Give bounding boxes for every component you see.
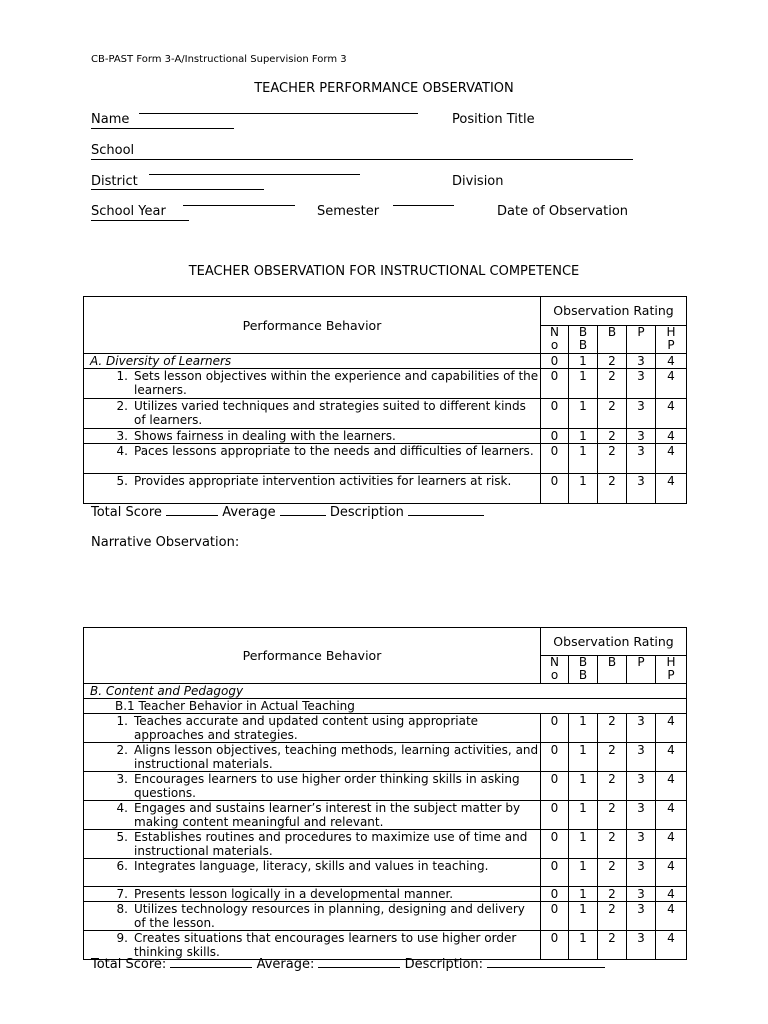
item-text: Utilizes varied techniques and strategies suited to different kinds of learners.: [134, 399, 526, 427]
score-line-a: [91, 504, 484, 520]
school-field[interactable]: [91, 159, 633, 160]
description-field[interactable]: [408, 504, 484, 516]
rating-0[interactable]: 0: [541, 474, 569, 504]
rating-4[interactable]: 4: [656, 714, 687, 743]
item-text: Presents lesson logically in a developmental manner.: [134, 887, 454, 901]
rating-4[interactable]: 4: [656, 474, 687, 504]
rating-3[interactable]: 3: [627, 931, 656, 960]
table-row: [84, 399, 687, 429]
rating-0[interactable]: 0: [541, 369, 569, 399]
item-text: Creates situations that encourages learners to use higher order thinking skills.: [134, 931, 517, 959]
table-row: [84, 902, 687, 931]
rating-col-bb: B B: [569, 656, 598, 684]
rating-3[interactable]: 3: [627, 743, 656, 772]
rating-0[interactable]: 0: [541, 830, 569, 859]
description-field[interactable]: [487, 956, 605, 968]
rating-2[interactable]: 2: [598, 714, 627, 743]
rating-4[interactable]: 4: [656, 399, 687, 429]
item-text: Paces lessons appropriate to the needs and difficulties of learners.: [134, 444, 534, 458]
rating-3[interactable]: 3: [627, 399, 656, 429]
rating-1[interactable]: 1: [569, 902, 598, 931]
rating-2[interactable]: 2: [598, 887, 627, 902]
item-number: 4.: [116, 444, 128, 458]
item-text: Engages and sustains learner’s interest in the subject matter by making content meaningful and relevant.: [134, 801, 521, 829]
rating-1[interactable]: 1: [569, 859, 598, 887]
item-number: 7.: [116, 887, 128, 901]
table-row: [84, 714, 687, 743]
item-number: 6.: [116, 859, 128, 873]
table-row: [84, 859, 687, 887]
rating-2[interactable]: 2: [598, 902, 627, 931]
page-title: TEACHER PERFORMANCE OBSERVATION: [254, 81, 514, 96]
rating-0[interactable]: 0: [541, 743, 569, 772]
rating-0[interactable]: 0: [541, 429, 569, 444]
table-b: [83, 627, 687, 960]
rating-0[interactable]: 0: [541, 887, 569, 902]
district-label: District: [91, 174, 138, 189]
rating-0[interactable]: 0: [541, 399, 569, 429]
form-code: CB-PAST Form 3-A/Instructional Supervision Form 3: [91, 54, 347, 65]
item-number: 8.: [116, 902, 128, 916]
division-field[interactable]: [91, 189, 264, 190]
rating-2[interactable]: 2: [598, 474, 627, 504]
rating-1[interactable]: 1: [569, 743, 598, 772]
item-number: 9.: [116, 931, 128, 945]
item-number: 3.: [116, 429, 128, 443]
rating-3[interactable]: 3: [627, 772, 656, 801]
rating-1[interactable]: 1: [569, 830, 598, 859]
position-label: Position Title: [452, 112, 535, 127]
rating-0[interactable]: 0: [541, 859, 569, 887]
item-text: Establishes routines and procedures to maximize use of time and instructional materials.: [134, 830, 528, 858]
total-score-field[interactable]: [166, 504, 218, 516]
rating-0[interactable]: 0: [541, 444, 569, 474]
rating-3[interactable]: 3: [627, 444, 656, 474]
average-field[interactable]: [318, 956, 400, 968]
rating-0[interactable]: 0: [541, 714, 569, 743]
rating-2[interactable]: 2: [598, 399, 627, 429]
table-row: [84, 887, 687, 902]
position-field[interactable]: [91, 128, 234, 129]
rating-4[interactable]: 4: [656, 354, 687, 369]
rating-3[interactable]: 3: [627, 429, 656, 444]
table-row: [84, 444, 687, 474]
item-number: 2.: [116, 399, 128, 413]
category-row: [84, 354, 687, 369]
rating-4[interactable]: 4: [656, 859, 687, 887]
rating-0[interactable]: 0: [541, 772, 569, 801]
rating-1[interactable]: 1: [569, 887, 598, 902]
rating-1[interactable]: 1: [569, 474, 598, 504]
school-label: School: [91, 143, 135, 158]
table-row: [84, 772, 687, 801]
semester-label: Semester: [317, 204, 380, 219]
item-text: Encourages learners to use higher order thinking skills in asking questions.: [134, 772, 520, 800]
table-a: [83, 296, 687, 504]
rating-col-no: N o: [541, 656, 569, 684]
rating-col-b: B: [598, 326, 627, 354]
average-label: Average: [222, 505, 276, 520]
rating-2[interactable]: 2: [598, 354, 627, 369]
category-row: [84, 684, 687, 699]
rating-2[interactable]: 2: [598, 743, 627, 772]
rating-1[interactable]: 1: [569, 354, 598, 369]
narrative-observation-label: Narrative Observation:: [91, 535, 240, 550]
item-text: Provides appropriate intervention activities for learners at risk.: [134, 474, 512, 488]
score-line-b: [91, 956, 605, 972]
rating-col-p: P: [627, 656, 656, 684]
rating-3[interactable]: 3: [627, 369, 656, 399]
section-title: TEACHER OBSERVATION FOR INSTRUCTIONAL COMPETENCE: [188, 264, 580, 279]
rating-3[interactable]: 3: [627, 859, 656, 887]
rating-2[interactable]: 2: [598, 772, 627, 801]
item-number: 4.: [116, 801, 128, 815]
average-field[interactable]: [280, 504, 326, 516]
rating-1[interactable]: 1: [569, 931, 598, 960]
total-score-label: Total Score: [91, 505, 162, 520]
semester-field[interactable]: [393, 205, 454, 206]
school-year-field[interactable]: [183, 205, 295, 206]
rating-2[interactable]: 2: [598, 859, 627, 887]
item-number: 5.: [116, 474, 128, 488]
rating-1[interactable]: 1: [569, 714, 598, 743]
item-text: Aligns lesson objectives, teaching methods, learning activities, and instructional materials.: [134, 743, 539, 771]
rating-2[interactable]: 2: [598, 931, 627, 960]
rating-3[interactable]: 3: [627, 902, 656, 931]
table-row: [84, 474, 687, 504]
table-row: [84, 429, 687, 444]
rating-4[interactable]: 4: [656, 772, 687, 801]
rating-3[interactable]: 3: [627, 714, 656, 743]
rating-4[interactable]: 4: [656, 444, 687, 474]
rating-4[interactable]: 4: [656, 902, 687, 931]
rating-4[interactable]: 4: [656, 931, 687, 960]
rating-3[interactable]: 3: [627, 801, 656, 830]
date-label: Date of Observation: [497, 204, 629, 219]
rating-1[interactable]: 1: [569, 429, 598, 444]
category-label: A. Diversity of Learners: [84, 354, 541, 369]
name-label: Name: [91, 112, 130, 127]
rating-2[interactable]: 2: [598, 429, 627, 444]
table-row: [84, 830, 687, 859]
item-number: 1.: [116, 714, 128, 728]
rating-4[interactable]: 4: [656, 369, 687, 399]
table-row: [84, 743, 687, 772]
total-score-label: Total Score:: [91, 957, 167, 972]
item-number: 5.: [116, 830, 128, 844]
division-label: Division: [452, 174, 504, 189]
rating-col-hp: H P: [656, 326, 687, 354]
rating-4[interactable]: 4: [656, 743, 687, 772]
rating-4[interactable]: 4: [656, 429, 687, 444]
description-label: Description: [329, 505, 404, 520]
description-label: Description:: [404, 957, 484, 972]
rating-col-no: N o: [541, 326, 569, 354]
rating-2[interactable]: 2: [598, 369, 627, 399]
observation-rating-header: Observation Rating: [541, 628, 687, 656]
item-text: Shows fairness in dealing with the learners.: [134, 429, 396, 443]
table-row: [84, 801, 687, 830]
rating-2[interactable]: 2: [598, 830, 627, 859]
rating-col-bb: B B: [569, 326, 598, 354]
item-text: Sets lesson objectives within the experience and capabilities of the learners.: [134, 369, 539, 397]
rating-col-p: P: [627, 326, 656, 354]
rating-3[interactable]: 3: [627, 354, 656, 369]
rating-col-hp: H P: [656, 656, 687, 684]
rating-4[interactable]: 4: [656, 801, 687, 830]
average-label: Average:: [256, 957, 315, 972]
rating-3[interactable]: 3: [627, 887, 656, 902]
rating-0[interactable]: 0: [541, 354, 569, 369]
rating-4[interactable]: 4: [656, 830, 687, 859]
item-number: 3.: [116, 772, 128, 786]
rating-4[interactable]: 4: [656, 887, 687, 902]
rating-2[interactable]: 2: [598, 444, 627, 474]
observation-rating-header: Observation Rating: [541, 297, 687, 326]
rating-1[interactable]: 1: [569, 444, 598, 474]
rating-col-b: B: [598, 656, 627, 684]
date-field[interactable]: [91, 220, 189, 221]
name-field[interactable]: [139, 113, 418, 114]
table-row: [84, 369, 687, 399]
rating-1[interactable]: 1: [569, 772, 598, 801]
rating-1[interactable]: 1: [569, 801, 598, 830]
item-text: Utilizes technology resources in planning, designing and delivery of the lesson.: [134, 902, 525, 930]
rating-1[interactable]: 1: [569, 369, 598, 399]
performance-behavior-header: Performance Behavior: [84, 297, 541, 354]
school-year-label: School Year: [91, 204, 166, 219]
category-label: B. Content and Pedagogy: [84, 684, 687, 699]
subcategory-row: [84, 699, 687, 714]
total-score-field[interactable]: [170, 956, 252, 968]
performance-behavior-header: Performance Behavior: [84, 628, 541, 684]
item-number: 1.: [116, 369, 128, 383]
subcategory-label: B.1 Teacher Behavior in Actual Teaching: [84, 699, 687, 714]
rating-0[interactable]: 0: [541, 902, 569, 931]
district-field[interactable]: [149, 174, 360, 175]
rating-0[interactable]: 0: [541, 801, 569, 830]
rating-2[interactable]: 2: [598, 801, 627, 830]
rating-3[interactable]: 3: [627, 474, 656, 504]
rating-0[interactable]: 0: [541, 931, 569, 960]
item-number: 2.: [116, 743, 128, 757]
item-text: Teaches accurate and updated content using appropriate approaches and strategies.: [134, 714, 479, 742]
rating-3[interactable]: 3: [627, 830, 656, 859]
item-text: Integrates language, literacy, skills and values in teaching.: [134, 859, 489, 873]
rating-1[interactable]: 1: [569, 399, 598, 429]
